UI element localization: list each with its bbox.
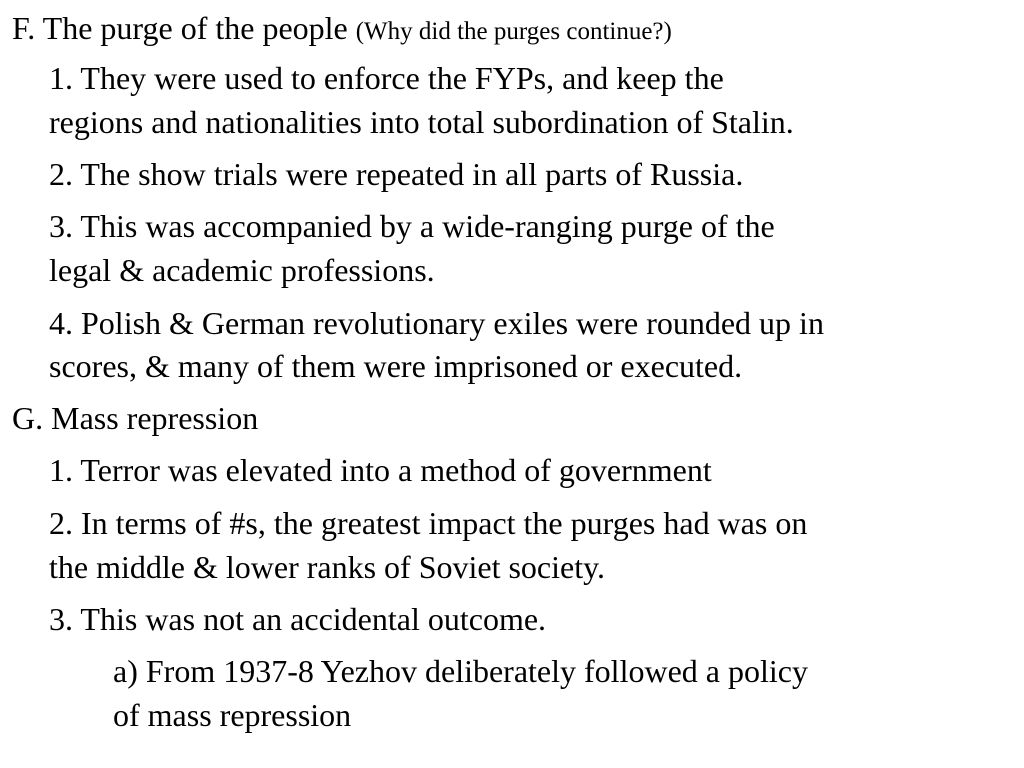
section-f-point-4-line-2: scores, & many of them were imprisoned or executed.	[49, 348, 743, 384]
section-g-sub-a-line-1: a) From 1937-8 Yezhov deliberately followed a policy	[113, 653, 808, 689]
section-f-point-3-line-1: 3. This was accompanied by a wide-ranging purge of the	[49, 208, 775, 244]
section-f-point-2: 2. The show trials were repeated in all parts of Russia.	[49, 156, 744, 192]
section-f-point-4-line-1: 4. Polish & German revolutionary exiles were rounded up in	[49, 305, 824, 341]
section-g-point-1: 1. Terror was elevated into a method of government	[49, 452, 712, 488]
section-f-subtitle: (Why did the purges continue?)	[355, 18, 672, 45]
section-f-point-1-line-2: regions and nationalities into total subordination of Stalin.	[49, 104, 794, 140]
section-f-heading	[12, 12, 672, 44]
section-g-point-2-line-2: the middle & lower ranks of Soviet society.	[49, 549, 606, 585]
section-f-point-1-line-1: 1. They were used to enforce the FYPs, and keep the	[49, 60, 724, 96]
section-f-title: F. The purge of the people	[12, 10, 348, 46]
section-g-point-3: 3. This was not an accidental outcome.	[49, 601, 547, 637]
section-f-point-3-line-2: legal & academic professions.	[49, 252, 435, 288]
section-g-heading: G. Mass repression	[12, 400, 259, 436]
section-g-sub-a-line-2: of mass repression	[113, 697, 352, 733]
section-g-point-2-line-1: 2. In terms of #s, the greatest impact the purges had was on	[49, 505, 808, 541]
